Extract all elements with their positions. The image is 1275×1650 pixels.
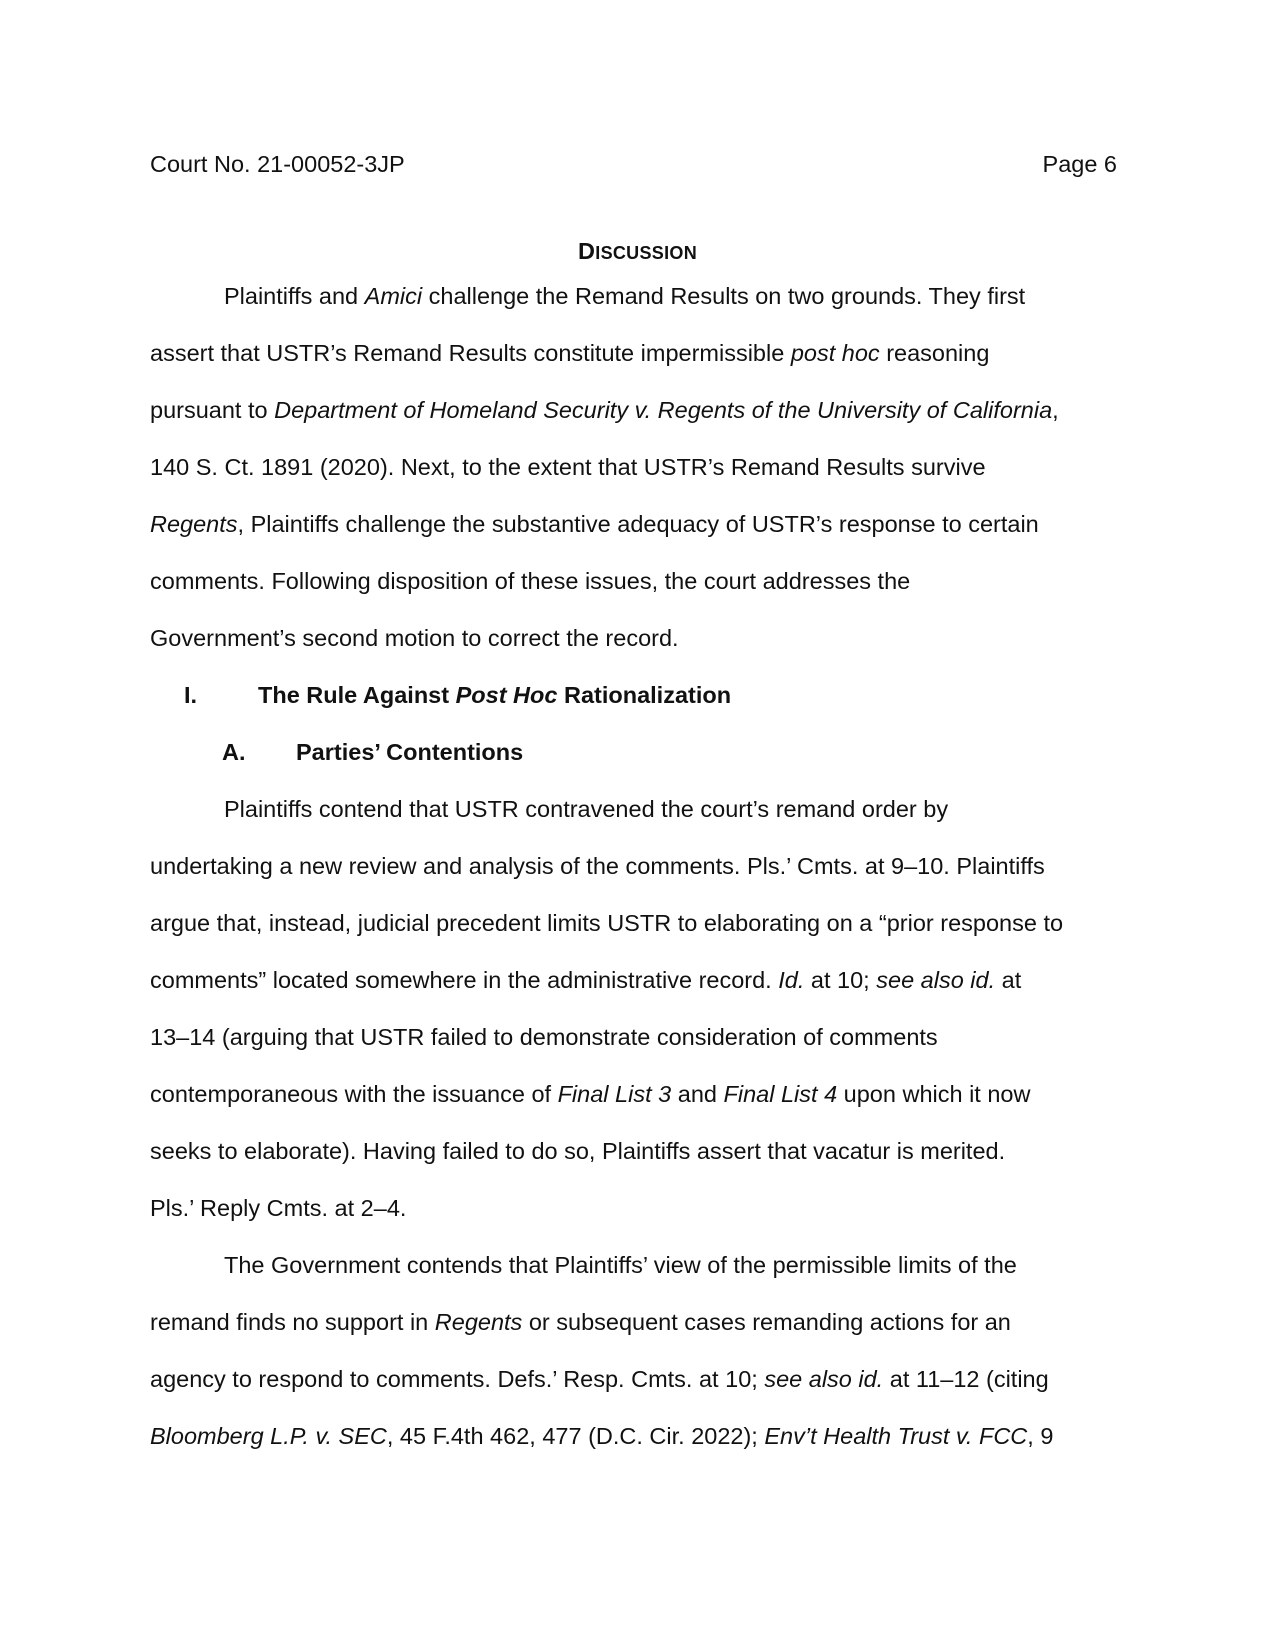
text-segment: , — [1052, 397, 1059, 423]
text-segment: at 11–12 (citing — [883, 1366, 1049, 1392]
text-segment: The Government contends that Plaintiffs’ view of the permissible limits of the — [224, 1252, 1017, 1278]
text-line — [224, 1251, 1017, 1279]
italic-text: see also id. — [876, 967, 996, 993]
discussion-heading — [0, 237, 1275, 267]
text-line — [150, 339, 989, 367]
text-line — [150, 1023, 938, 1051]
discussion-heading-initial: D — [578, 238, 596, 264]
text-line — [150, 510, 1039, 538]
section-i-title-italic: Post Hoc — [455, 682, 558, 708]
text-segment: agency to respond to comments. Defs.’ Resp. Cmts. at 10; — [150, 1366, 765, 1392]
text-segment: at — [995, 967, 1022, 993]
italic-text: Regents — [434, 1309, 523, 1335]
text-segment: or subsequent cases remanding actions for an — [522, 1309, 1011, 1335]
text-segment: reasoning — [879, 340, 990, 366]
page-number: Page 6 — [1042, 151, 1117, 177]
text-line — [150, 567, 910, 595]
italic-text: post hoc — [790, 340, 880, 366]
section-i-title-part2: Rationalization — [557, 682, 732, 708]
italic-text: Amici — [364, 283, 423, 309]
section-a-letter: A. — [222, 739, 246, 765]
text-line — [150, 624, 679, 652]
italic-text: Id. — [778, 967, 805, 993]
text-segment: , 9 — [1027, 1423, 1054, 1449]
text-line — [150, 1137, 1005, 1165]
text-segment: seeks to elaborate). Having failed to do so, Plaintiffs assert that vacatur is merited. — [150, 1138, 1006, 1164]
text-line — [224, 795, 948, 823]
italic-text: Department of Homeland Security v. Regents of the University of California — [274, 397, 1053, 423]
text-line — [150, 1080, 1030, 1108]
text-line — [150, 909, 1063, 937]
text-segment: upon which it now — [837, 1081, 1031, 1107]
text-segment: remand finds no support in — [150, 1309, 435, 1335]
text-line — [150, 453, 986, 481]
text-segment: Plaintiffs and — [224, 283, 365, 309]
text-segment: comments” located somewhere in the administrative record. — [150, 967, 779, 993]
text-segment: 13–14 (arguing that USTR failed to demonstrate consideration of comments — [150, 1024, 938, 1050]
text-segment: at 10; — [804, 967, 877, 993]
text-segment: challenge the Remand Results on two grounds. They first — [422, 283, 1026, 309]
text-segment: Government’s second motion to correct the record. — [150, 625, 679, 651]
text-line — [150, 852, 1045, 880]
section-i-numeral: I. — [184, 682, 198, 708]
text-line — [150, 966, 1021, 994]
text-segment: , 45 F.4th 462, 477 (D.C. Cir. 2022); — [386, 1423, 765, 1449]
section-a-title: Parties’ Contentions — [296, 739, 524, 765]
italic-text: Bloomberg L.P. v. SEC — [150, 1423, 387, 1449]
text-segment: comments. Following disposition of these issues, the court addresses the — [150, 568, 911, 594]
text-segment: argue that, instead, judicial precedent limits USTR to elaborating on a “prior response to — [150, 910, 1064, 936]
text-segment: Plaintiffs contend that USTR contravened the court’s remand order by — [224, 796, 949, 822]
text-segment: pursuant to — [150, 397, 275, 423]
text-segment: undertaking a new review and analysis of the comments. Pls.’ Cmts. at 9–10. Plaintiffs — [150, 853, 1045, 879]
text-line — [224, 282, 1025, 310]
italic-text: Regents — [150, 511, 238, 537]
text-segment: assert that USTR’s Remand Results constitute impermissible — [150, 340, 791, 366]
text-line — [150, 396, 1059, 424]
italic-text: Final List 4 — [723, 1081, 838, 1107]
text-segment: 140 S. Ct. 1891 (2020). Next, to the extent that USTR’s Remand Results survive — [150, 454, 986, 480]
text-line — [150, 1365, 1049, 1393]
section-i-title-part1: The Rule Against — [258, 682, 456, 708]
text-line — [150, 1308, 1011, 1336]
italic-text: see also id. — [764, 1366, 884, 1392]
text-segment: contemporaneous with the issuance of — [150, 1081, 558, 1107]
text-segment: , Plaintiffs challenge the substantive adequacy of USTR’s response to certain — [237, 511, 1039, 537]
text-line — [150, 1422, 1053, 1450]
text-segment: Pls.’ Reply Cmts. at 2–4. — [150, 1195, 407, 1221]
italic-text: Final List 3 — [557, 1081, 672, 1107]
text-segment: and — [671, 1081, 724, 1107]
section-i-title — [258, 681, 731, 709]
court-number: Court No. 21-00052-3JP — [150, 151, 405, 177]
italic-text: Env’t Health Trust v. FCC — [764, 1423, 1028, 1449]
text-line — [150, 1194, 406, 1222]
discussion-heading-rest: ISCUSSION — [595, 243, 697, 263]
